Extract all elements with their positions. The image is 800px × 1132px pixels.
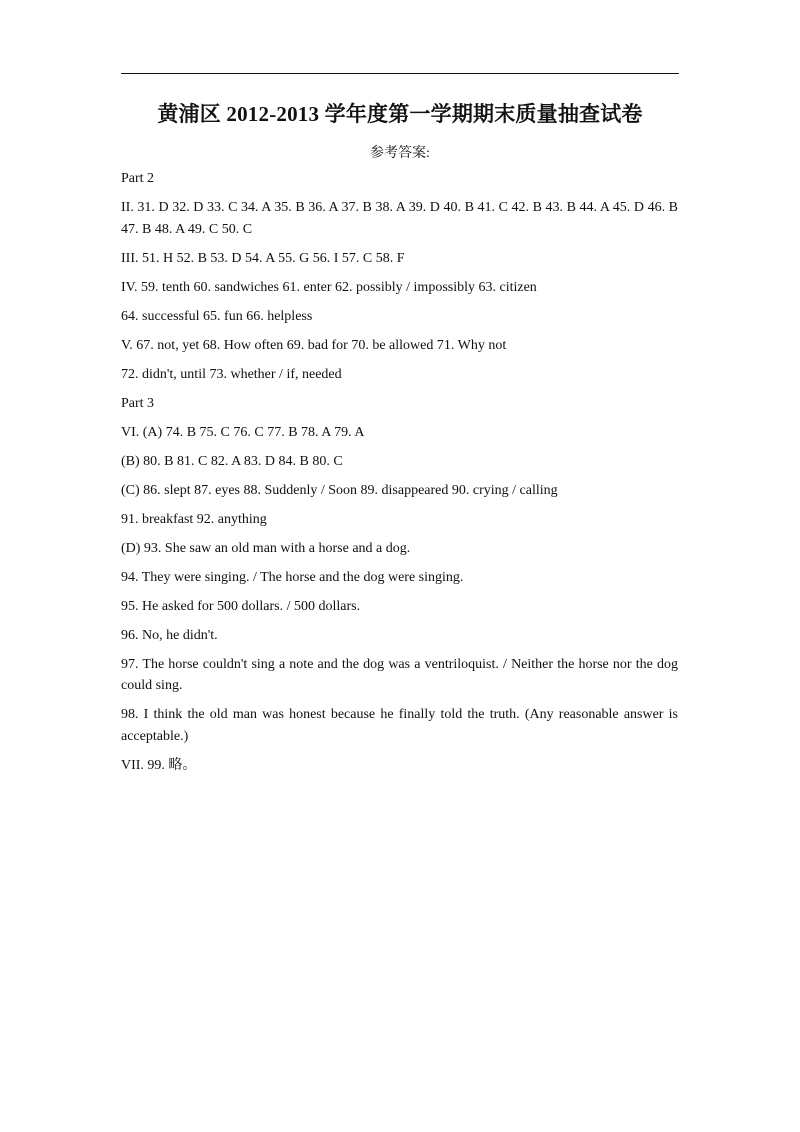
- answer-line-iii: III. 51. H 52. B 53. D 54. A 55. G 56. I 57. C 58. F: [121, 250, 405, 266]
- answer-key-body: [121, 168, 678, 784]
- answer-line-iv-2: 64. successful 65. fun 66. helpless: [121, 308, 313, 324]
- answer-line-vi-c-1: (C) 86. slept 87. eyes 88. Suddenly / Soon 89. disappeared 90. crying / calling: [121, 482, 558, 498]
- page-subtitle: 参考答案:: [370, 146, 430, 161]
- section-heading-part-3: Part 3: [121, 395, 155, 411]
- answer-line-97: 97. The horse couldn't sing a note and the dog was a ventriloquist. / Neither the horse nor the dog could sing.: [121, 656, 678, 693]
- answer-line-ii: II. 31. D 32. D 33. C 34. A 35. B 36. A 37. B 38. A 39. D 40. B 41. C 42. B 43. B 44. A 45. D 46. B 47. B 48. A 49. C 50. C: [121, 200, 678, 237]
- answer-line-98: 98. I think the old man was honest because he finally told the truth. (Any reasonable answer is acceptable.): [121, 707, 678, 744]
- answer-line-vi-d-93: (D) 93. She saw an old man with a horse and a dog.: [121, 540, 411, 556]
- answer-line-vii: VII. 99. 略。: [121, 757, 197, 773]
- answer-line-vi-c-2: 91. breakfast 92. anything: [121, 511, 267, 527]
- answer-line-vi-b: (B) 80. B 81. C 82. A 83. D 84. B 80. C: [121, 453, 343, 469]
- answer-line-v-2: 72. didn't, until 73. whether / if, needed: [121, 366, 342, 382]
- page-title: 黄浦区 2012-2013 学年度第一学期期末质量抽查试卷: [157, 102, 643, 126]
- answer-line-96: 96. No, he didn't.: [121, 627, 218, 643]
- answer-line-95: 95. He asked for 500 dollars. / 500 dollars.: [121, 598, 361, 614]
- answer-line-iv-1: IV. 59. tenth 60. sandwiches 61. enter 62. possibly / impossibly 63. citizen: [121, 279, 537, 295]
- section-heading-part-2: Part 2: [121, 171, 155, 186]
- answer-line-v-1: V. 67. not, yet 68. How often 69. bad for 70. be allowed 71. Why not: [121, 337, 507, 353]
- answer-line-94: 94. They were singing. / The horse and the dog were singing.: [121, 569, 464, 585]
- header-rule: [121, 73, 679, 74]
- answer-line-vi-a: VI. (A) 74. B 75. C 76. C 77. B 78. A 79. A: [121, 424, 365, 440]
